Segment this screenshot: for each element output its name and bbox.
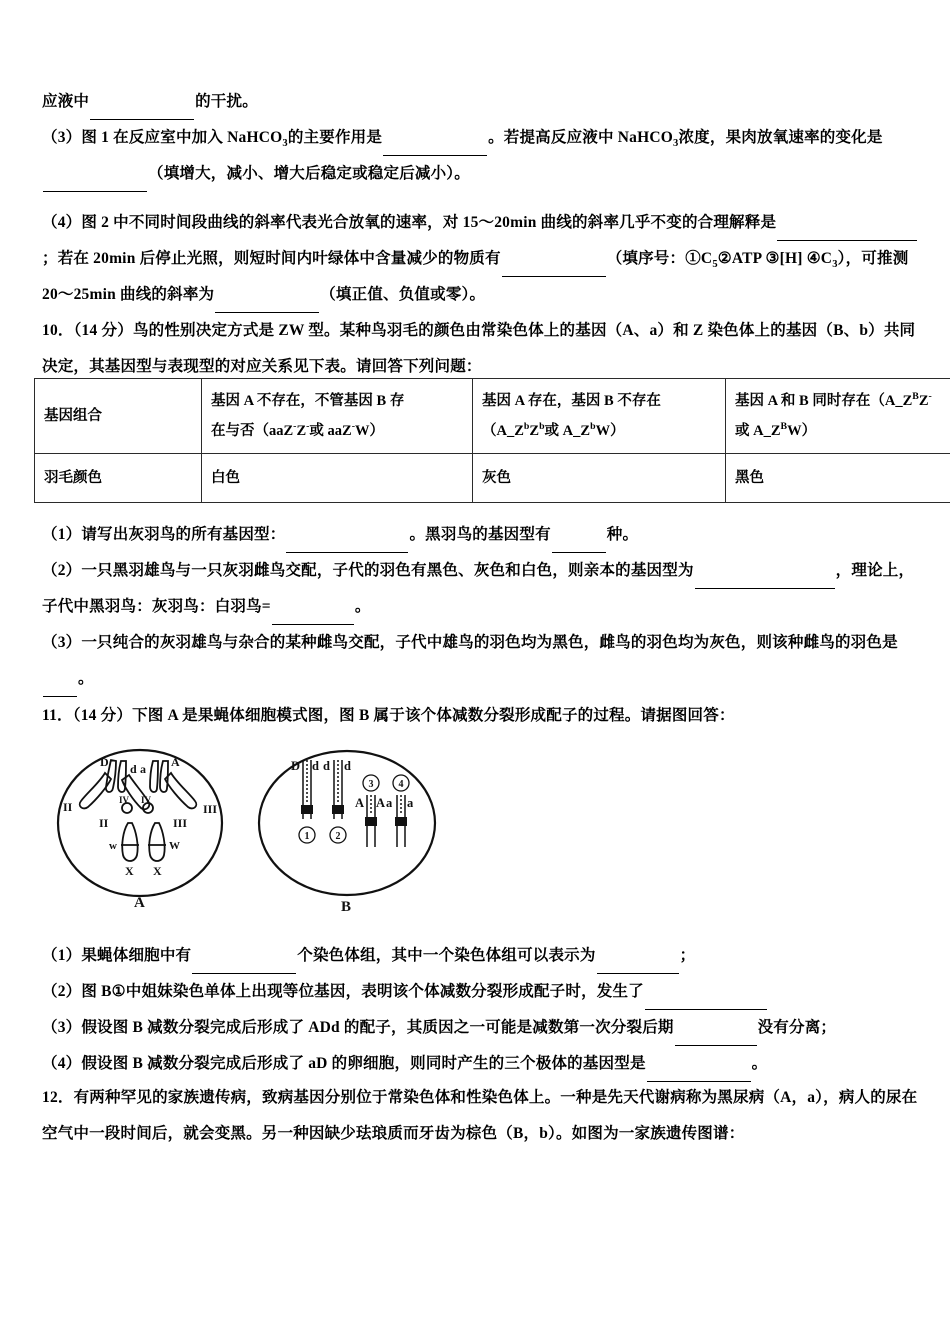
table-cell-color-gray: 灰色 (473, 454, 726, 503)
label-b-A2: A (376, 796, 386, 810)
fill-blank[interactable] (90, 105, 194, 120)
q10-item-1 (42, 517, 922, 553)
q9-carryover-line (42, 84, 922, 120)
fill-blank[interactable] (777, 226, 917, 241)
label-b-D: D (291, 759, 301, 773)
question-score: （14 分） (72, 707, 133, 724)
subscript-3: 3 (832, 259, 838, 271)
question-number: 10． (42, 322, 74, 339)
table-cell-combination-white: 基因 A 不存在，不管基因 B 存 在与否（aaZ-Z-或 aaZ-W） (202, 379, 473, 454)
superscript: - (306, 421, 310, 433)
fill-blank[interactable] (215, 298, 319, 313)
q11-item1-seg2: 个染色体组，其中一个染色体组可以表示为 (297, 947, 596, 964)
cell-a-group (58, 750, 222, 911)
q11-item1-seg3: ； (679, 947, 696, 964)
fill-blank[interactable] (272, 610, 354, 625)
question-number: 12． (42, 1089, 74, 1106)
fill-blank[interactable] (552, 538, 606, 553)
q11-item2-seg1: 图 B①中姐妹染色单体上出现等位基因，表明该个体减数分裂形成配子时，发生了 (81, 983, 644, 1000)
fill-blank[interactable] (695, 574, 835, 589)
item4-seg5: ），可推测 20～25min 曲线的斜率为 (42, 250, 909, 303)
fill-blank[interactable] (286, 538, 408, 553)
q10-item1-seg1: 请写出灰羽鸟的所有基因型： (81, 526, 286, 543)
label-II-outer: II (63, 800, 73, 814)
q11-item3-seg1: 假设图 B 减数分裂完成后形成了 ADd 的配子，其质因之一可能是减数第一次分裂后期 (81, 1019, 674, 1036)
superscript: B (780, 421, 788, 433)
item-marker: （1） (42, 526, 82, 543)
q9-carryover-suffix: 的干扰。 (195, 93, 258, 110)
q10-item1-seg2: 。黑羽鸟的基因型有 (409, 526, 551, 543)
item3-seg4: 浓度，果肉放氧速率的变化是 (678, 129, 883, 146)
item4-seg3: （填序号：①C (606, 250, 713, 267)
label-IV-right: IV (141, 795, 152, 805)
q11-item4-seg2: 。 (751, 1055, 768, 1072)
chromosome-id-2: 2 (335, 831, 341, 842)
item3-seg5: （填增大，减小、增大后稳定或稳定后减小）。 (148, 165, 470, 182)
chromosome-id-3: 3 (368, 779, 374, 790)
superscript: B (912, 391, 919, 403)
q11-stem (42, 698, 922, 734)
chromosome-id-4: 4 (398, 779, 404, 790)
item-marker: （2） (42, 983, 82, 1000)
question-number: 11． (42, 707, 73, 724)
q10-item2-seg2: ，理论上，子代中黑羽鸟：灰羽鸟：白羽鸟= (42, 562, 915, 615)
item4-seg2: ；若在 20min 后停止光照，则短时间内叶绿体中含量减少的物质有 (42, 250, 501, 267)
q9-carryover-prefix: 应液中 (42, 93, 90, 110)
q11-item-2 (42, 974, 922, 1010)
fill-blank[interactable] (192, 959, 296, 974)
meiosis-figure (55, 735, 455, 940)
q11-item4-seg1: 假设图 B 减数分裂完成后形成了 aD 的卵细胞，则同时产生的三个极体的基因型是 (81, 1055, 646, 1072)
subscript-3: 3 (282, 138, 288, 150)
superscript: - (351, 421, 355, 433)
item3-seg3: 。若提高反应液中 NaHCO (488, 129, 673, 146)
item-marker: （2） (42, 562, 82, 579)
label-d: d (130, 762, 137, 776)
label-b-d1: d (312, 759, 319, 773)
item-marker: （3） (42, 1019, 82, 1036)
q12-stem-line2: 病人的尿在空气中一段时间后，就会变黑。另一种因缺少珐琅质而牙齿为棕色（B，b）。如图为一家族遗传图谱： (42, 1089, 918, 1142)
item4-seg6: （填正值、负值或零）。 (320, 286, 486, 303)
fill-blank[interactable] (645, 995, 767, 1010)
q10-item2-seg3: 。 (354, 598, 371, 615)
q10-item2-seg1: 一只黑羽雄鸟与一只灰羽雌鸟交配，子代的羽色有黑色、灰色和白色，则亲本的基因型为 (81, 562, 694, 579)
row-header-feather-color: 羽毛颜色 (35, 454, 202, 503)
label-w: w (109, 840, 117, 852)
table-cell-color-white: 白色 (202, 454, 473, 503)
chromosome-id-1: 1 (304, 831, 310, 842)
label-b-d2: d (323, 759, 330, 773)
label-D: D (100, 755, 109, 769)
q10-item-2 (42, 553, 922, 625)
label-III-inner: III (173, 816, 188, 830)
cell-diagram-svg (55, 735, 455, 940)
q10-item3-seg1: 一只纯合的灰羽雄鸟与杂合的某种雌鸟交配，子代中雄鸟的羽色均为黑色，雌鸟的羽色均为灰色，则该种雌鸟的羽色是 (81, 634, 898, 651)
table-row (35, 379, 950, 454)
item-marker: （1） (42, 947, 82, 964)
label-IV-left: IV (119, 795, 130, 805)
item4-seg4: ②ATP ③[H] ④C (717, 250, 833, 267)
q11-stem-text: 下图 A 是果蝇体细胞模式图，图 B 属于该个体减数分裂形成配子的过程。请据图回答： (132, 707, 735, 724)
table-cell-combination-gray: 基因 A 存在，基因 B 不存在 （$A\_Z^bZ^b$或 $A\_Z^bW$） (473, 379, 726, 454)
q12-stem (42, 1080, 922, 1152)
label-X-left: X (125, 864, 134, 878)
superscript: b (539, 421, 545, 433)
label-A: A (171, 755, 180, 769)
q11-item3-seg2: 没有分离； (757, 1019, 837, 1036)
q10-stem (42, 313, 922, 385)
table-cell-color-black: 黑色 (726, 454, 950, 503)
label-W: W (169, 840, 180, 852)
item-marker: （4） (42, 214, 82, 231)
label-b-A1: A (355, 796, 365, 810)
fill-blank[interactable] (43, 682, 77, 697)
fill-blank[interactable] (502, 262, 606, 277)
label-III-outer: III (203, 802, 218, 816)
q10-item-3 (42, 625, 922, 697)
item-marker: （3） (42, 634, 82, 651)
row-header-combination: 基因组合 (35, 379, 202, 454)
subscript-3: 3 (673, 138, 679, 150)
item3-seg2: 的主要作用是 (287, 129, 383, 146)
table-row (35, 454, 950, 503)
q9-line-continuation (42, 84, 922, 120)
q9-item-4 (42, 205, 922, 313)
q9-item-3 (42, 120, 922, 192)
q12-stem-line1: 有两种罕见的家族遗传病，致病基因分别位于常染色体和性染色体上。一种是先天代谢病称为黑尿病（A，a）， (73, 1089, 839, 1106)
label-II-inner: II (99, 816, 109, 830)
superscript: b (590, 421, 596, 433)
superscript: b (523, 421, 530, 433)
superscript: - (293, 421, 297, 433)
fill-blank[interactable] (597, 959, 679, 974)
item-marker: （4） (42, 1055, 82, 1072)
label-X-right: X (153, 864, 162, 878)
q10-item3-seg2: 。 (78, 670, 94, 687)
table-cell-combination-black: 基因 A 和 B 同时存在（$A\_Z^BZ^-$ 或 $A\_Z^BW$） (726, 379, 950, 454)
q11-item-3 (42, 1010, 922, 1046)
q10-item1-seg3: 种。 (606, 526, 639, 543)
fill-blank[interactable] (43, 177, 147, 192)
label-b-d3: d (344, 759, 351, 773)
fill-blank[interactable] (383, 141, 487, 156)
superscript: - (928, 391, 932, 403)
fill-blank[interactable] (675, 1031, 757, 1046)
subscript-5: 5 (712, 259, 718, 271)
q11-item-4 (42, 1046, 922, 1082)
caption-A: A (134, 895, 145, 911)
caption-B: B (341, 899, 352, 915)
cell-b-group (259, 751, 435, 915)
question-score: （14 分） (73, 322, 133, 339)
item3-seg1: 图 1 在反应室中加入 NaHCO (81, 129, 283, 146)
label-a: a (140, 762, 146, 776)
label-b-a2: a (407, 796, 414, 810)
item4-seg1: 图 2 中不同时间段曲线的斜率代表光合放氧的速率，对 15～20min 曲线的斜率几乎不变的合理解释是 (81, 214, 777, 231)
q10-stem-text: 鸟的性别决定方式是 ZW 型。某种鸟羽毛的颜色由常染色体上的基因（A、a）和 Z 染色体上的基因（B、b）共同决定，其基因型与表现型的对应关系见下表。请回答下列问题： (42, 322, 916, 375)
item-marker: （3） (42, 129, 82, 146)
q11-item-1 (42, 938, 922, 974)
q11-item1-seg1: 果蝇体细胞中有 (81, 947, 192, 964)
genotype-phenotype-table (34, 378, 950, 503)
label-b-a1: a (386, 796, 393, 810)
